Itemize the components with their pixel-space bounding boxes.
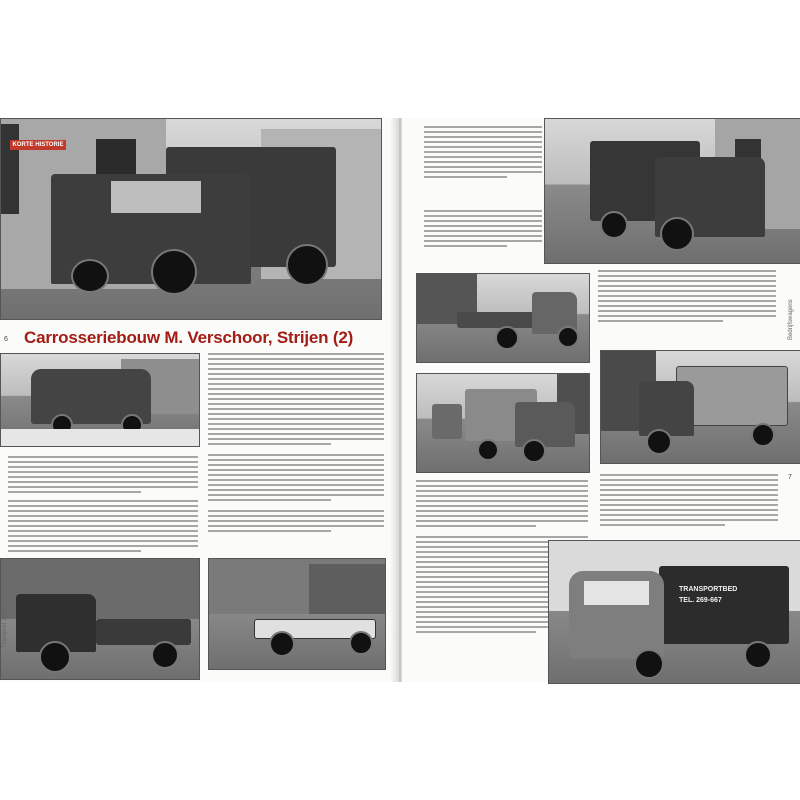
right-page (402, 118, 800, 682)
left-page (0, 118, 398, 682)
magazine-spread (0, 118, 800, 682)
photo-box-truck (416, 373, 590, 473)
photo-livestock-truck (600, 350, 800, 464)
folio-right: Bedrijfswagens (788, 299, 794, 340)
right-caption-1 (424, 126, 542, 181)
right-caption-3 (598, 270, 776, 325)
left-text-column-2 (208, 353, 384, 535)
page-number-left: 6 (4, 336, 8, 343)
left-text-column-1 (8, 456, 198, 555)
right-caption-2 (424, 210, 542, 250)
photo-van-snow (0, 353, 200, 447)
truck-sign-line2: TEL. 269-667 (679, 597, 722, 604)
photo-trailer (208, 558, 386, 670)
page-number-right: 7 (788, 474, 792, 481)
photo-flatbed-truck (416, 273, 590, 363)
right-text-column-2 (600, 474, 778, 529)
truck-sign-line1: TRANSPORTBED (679, 586, 738, 593)
section-tag: KORTE HISTORIE (10, 140, 66, 150)
folio-left: Transport 2018 (2, 607, 8, 648)
photo-dark-truck (0, 558, 200, 680)
photo-chevrolet-truck (544, 118, 800, 264)
article-headline: Carrosseriebouw M. Verschoor, Strijen (2) (24, 328, 354, 347)
photo-transport-truck (548, 540, 800, 684)
